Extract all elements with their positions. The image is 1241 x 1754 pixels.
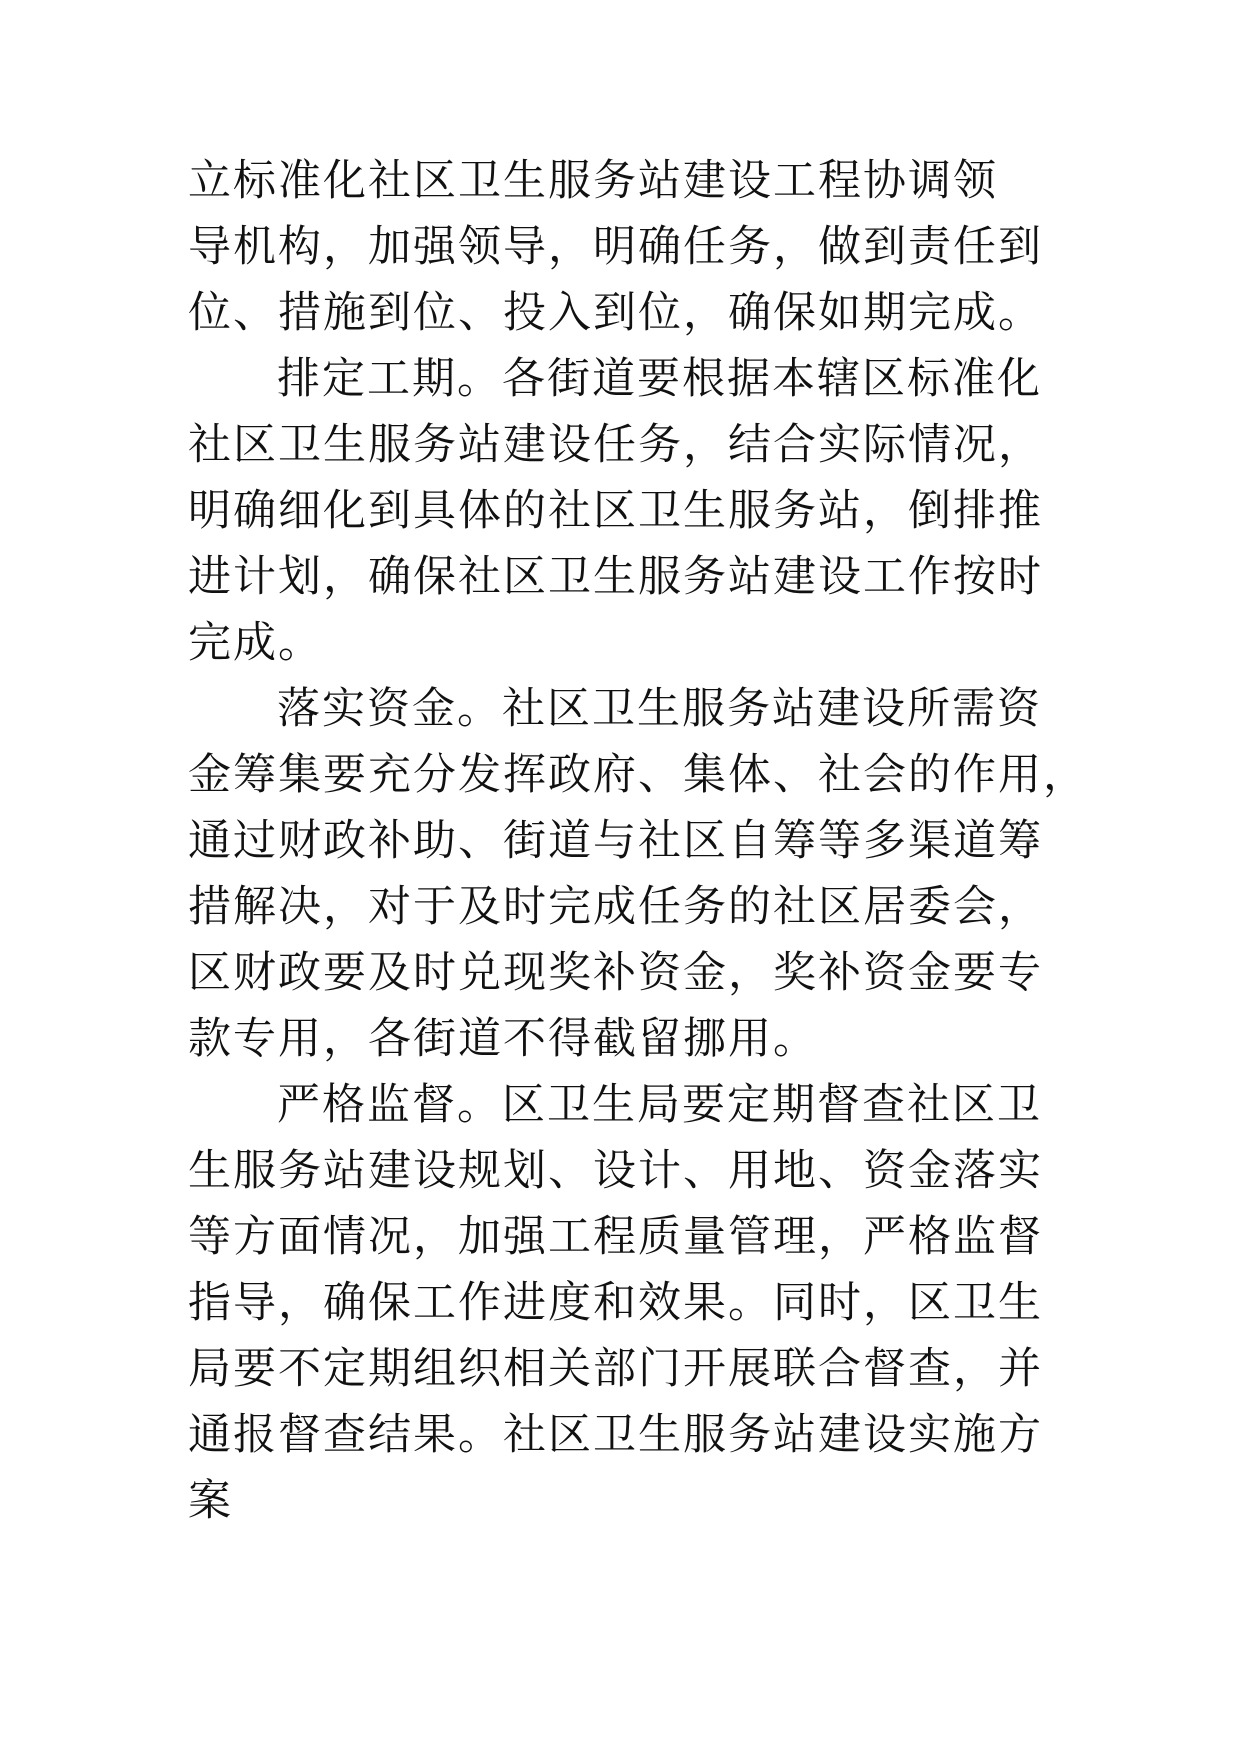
paragraph-line: 严格监督。区卫生局要定期督查社区卫 bbox=[277, 1080, 1042, 1130]
paragraph-line: 措解决，对于及时完成任务的社区居委会， bbox=[188, 882, 1043, 932]
paragraph-line: 金筹集要充分发挥政府、集体、社会的作用， bbox=[188, 750, 1088, 800]
paragraph-line: 局要不定期组织相关部门开展联合督查，并 bbox=[188, 1344, 1043, 1394]
paragraph-line: 位、措施到位、投入到位，确保如期完成。 bbox=[188, 288, 1043, 338]
paragraph-line: 落实资金。社区卫生服务站建设所需资 bbox=[277, 684, 1042, 734]
paragraph-line: 导机构，加强领导，明确任务，做到责任到 bbox=[188, 222, 1043, 272]
paragraph-4 bbox=[188, 1072, 1060, 1534]
paragraph-line: 进计划，确保社区卫生服务站建设工作按时 bbox=[188, 552, 1043, 602]
paragraph-line: 指导，确保工作进度和效果。同时，区卫生 bbox=[188, 1278, 1043, 1328]
paragraph-line: 社区卫生服务站建设任务，结合实际情况， bbox=[188, 420, 1043, 470]
paragraph-line: 等方面情况，加强工程质量管理，严格监督 bbox=[188, 1212, 1043, 1262]
paragraph-1 bbox=[188, 148, 1060, 346]
paragraph-line: 立标准化社区卫生服务站建设工程协调领 bbox=[188, 156, 998, 206]
paragraph-line: 生服务站建设规划、设计、用地、资金落实 bbox=[188, 1146, 1043, 1196]
document-body bbox=[188, 148, 1088, 1534]
paragraph-line: 区财政要及时兑现奖补资金，奖补资金要专 bbox=[188, 948, 1043, 998]
paragraph-line: 案 bbox=[188, 1476, 233, 1526]
paragraph-line: 通过财政补助、街道与社区自筹等多渠道筹 bbox=[188, 816, 1043, 866]
paragraph-line: 完成。 bbox=[188, 618, 323, 668]
paragraph-3 bbox=[188, 676, 1088, 1072]
paragraph-line: 通报督查结果。社区卫生服务站建设实施方 bbox=[188, 1410, 1043, 1460]
paragraph-line: 明确细化到具体的社区卫生服务站，倒排推 bbox=[188, 486, 1043, 536]
paragraph-line: 款专用，各街道不得截留挪用。 bbox=[188, 1014, 818, 1064]
paragraph-2 bbox=[188, 346, 1060, 676]
paragraph-line: 排定工期。各街道要根据本辖区标准化 bbox=[277, 354, 1042, 404]
